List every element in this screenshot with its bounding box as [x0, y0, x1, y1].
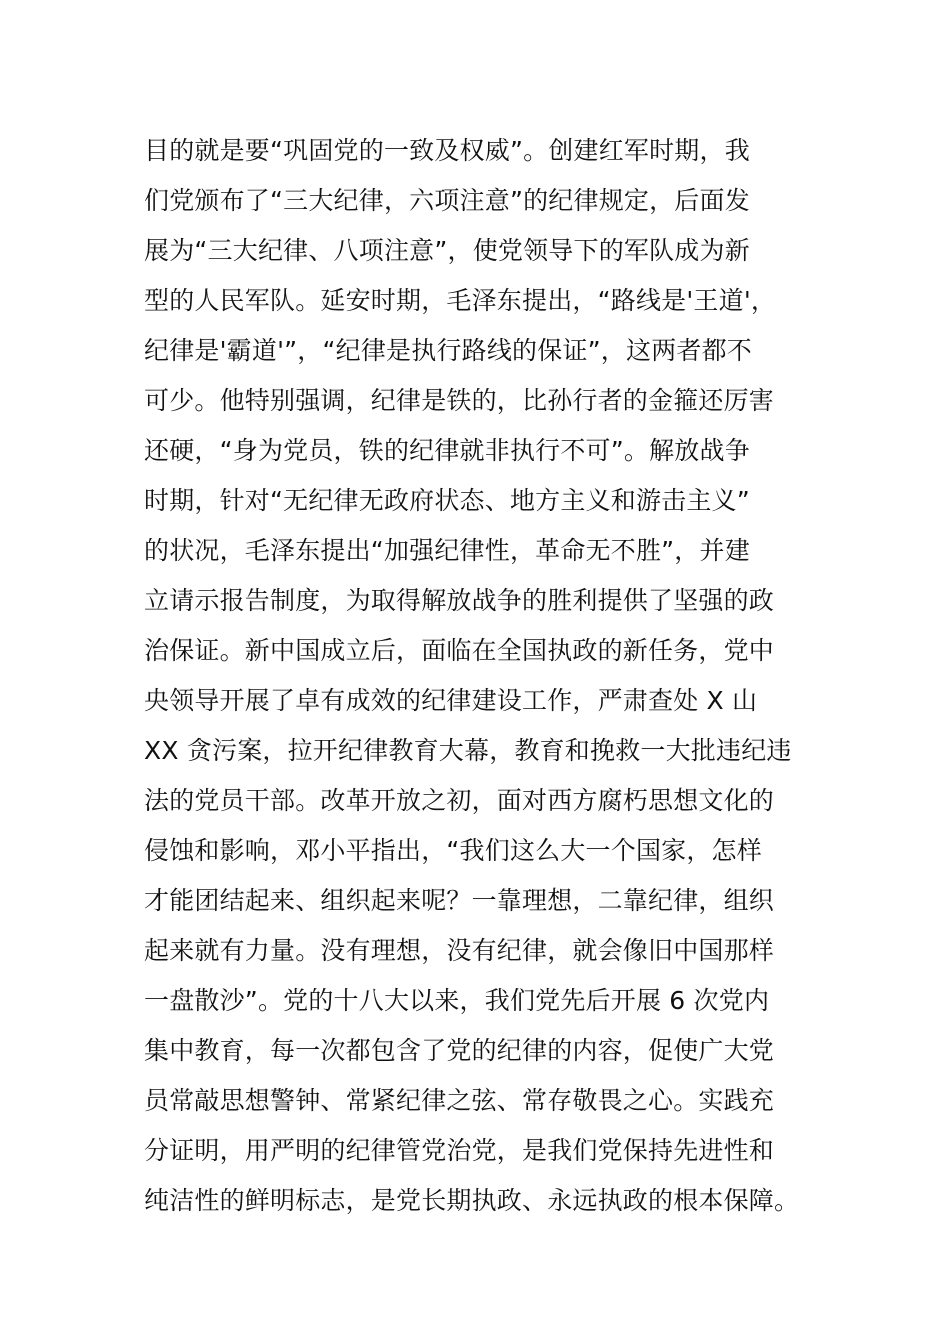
text-line: 纯洁性的鲜明标志，是党长期执政、永远执政的根本保障。 [144, 1186, 800, 1215]
text-line: 纪律是'霸道'”，“纪律是执行路线的保证”，这两者都不 [144, 336, 753, 365]
text-line: 型的人民军队。延安时期，毛泽东提出，“路线是'王道'， [144, 286, 777, 315]
text-line: 一盘散沙”。党的十八大以来，我们党先后开展 6 次党内 [144, 986, 770, 1015]
text-line: 展为“三大纪律、八项注意”，使党领导下的军队成为新 [144, 236, 750, 265]
text-line: 们党颁布了“三大纪律，六项注意”的纪律规定，后面发 [144, 186, 750, 215]
text-line: 可少。他特别强调，纪律是铁的，比孙行者的金箍还厉害 [144, 386, 775, 415]
text-line: 集中教育，每一次都包含了党的纪律的内容，促使广大党 [144, 1036, 775, 1065]
text-line: 分证明，用严明的纪律管党治党，是我们党保持先进性和 [144, 1136, 775, 1165]
text-line: 还硬，“身为党员，铁的纪律就非执行不可”。解放战争 [144, 436, 750, 465]
text-line: 才能团结起来、组织起来呢？一靠理想，二靠纪律，组织 [144, 886, 775, 915]
text-line: 员常敲思想警钟、常紧纪律之弦、常存敬畏之心。实践充 [144, 1086, 775, 1115]
body-paragraph [144, 126, 824, 1226]
text-line: XX 贪污案，拉开纪律教育大幕，教育和挽救一大批违纪违 [144, 736, 792, 765]
text-line: 央领导开展了卓有成效的纪律建设工作，严肃查处 X 山 [144, 686, 758, 715]
text-line: 立请示报告制度，为取得解放战争的胜利提供了坚强的政 [144, 586, 775, 615]
text-line: 目的就是要“巩固党的一致及权威”。创建红军时期，我 [144, 136, 750, 165]
text-line: 时期，针对“无纪律无政府状态、地方主义和游击主义” [144, 486, 750, 515]
text-line: 起来就有力量。没有理想，没有纪律，就会像旧中国那样 [144, 936, 775, 965]
text-line: 的状况，毛泽东提出“加强纪律性，革命无不胜”，并建 [144, 536, 750, 565]
text-line: 侵蚀和影响，邓小平指出，“我们这么大一个国家，怎样 [144, 836, 762, 865]
text-line: 法的党员干部。改革开放之初，面对西方腐朽思想文化的 [144, 786, 775, 815]
text-line: 治保证。新中国成立后，面临在全国执政的新任务，党中 [144, 636, 775, 665]
